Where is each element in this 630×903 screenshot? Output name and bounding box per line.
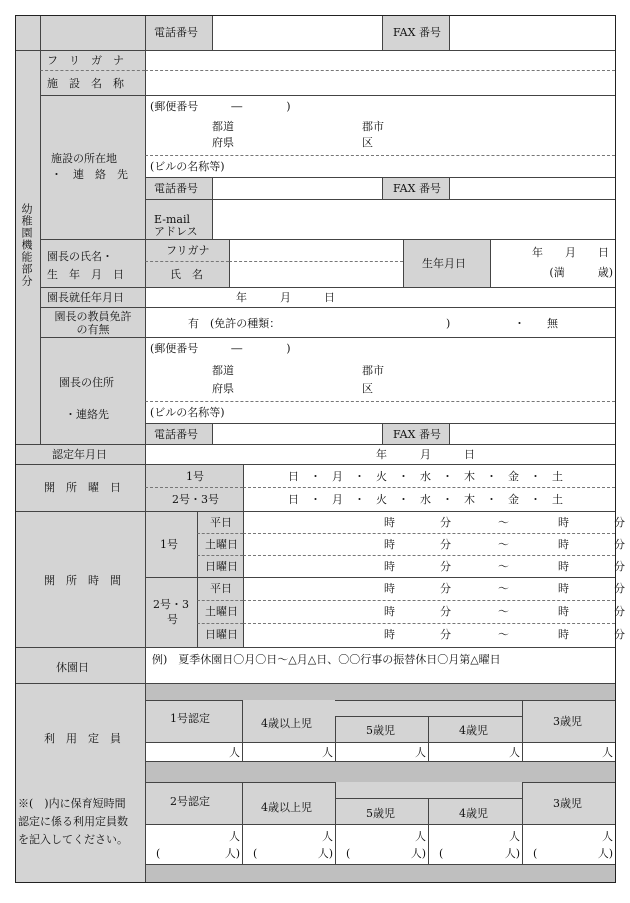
short-time-capacity: 人) bbox=[504, 847, 520, 860]
cert2-age4: 4歳児 bbox=[428, 798, 522, 824]
director-address-line1: 園長の住所 bbox=[59, 376, 114, 389]
fax-label-3: FAX 番号 bbox=[382, 423, 449, 444]
email-label-line2: アドレス bbox=[154, 225, 198, 238]
address-block[interactable] bbox=[145, 95, 615, 155]
director-name-label bbox=[40, 239, 145, 287]
capacity-note-line3: を記入してください。 bbox=[18, 833, 128, 846]
cert1-capacity-input[interactable] bbox=[145, 742, 242, 761]
address-label-line1: 施設の所在地 bbox=[51, 152, 117, 165]
capacity-label bbox=[16, 683, 145, 882]
time-ji: 時 bbox=[558, 516, 569, 529]
license-yes: 有 (免許の種類： bbox=[188, 317, 281, 330]
director-todofu-label: 都道 bbox=[212, 364, 234, 377]
director-building-label: (ビルの名称等) bbox=[150, 406, 225, 419]
holiday-example: 例) 夏季休園日〇月〇日～△月△日、〇〇行事の振替休日〇月第△曜日 bbox=[152, 653, 501, 666]
open-hours-time-input[interactable] bbox=[243, 533, 625, 555]
fax-label-2: FAX 番号 bbox=[382, 177, 449, 199]
director-address-label bbox=[40, 337, 145, 444]
capacity-title: 利 用 定 員 bbox=[44, 732, 121, 745]
time-fun: 分 bbox=[440, 582, 451, 595]
email-label bbox=[145, 199, 212, 239]
time-ji: 時 bbox=[558, 560, 569, 573]
time-fun: 分 bbox=[440, 605, 451, 618]
cert1-age5: 5歳児 bbox=[335, 716, 428, 742]
open-days-type23: 2号・3号 bbox=[145, 487, 243, 511]
open-hours-type23-line1: 2号・3 bbox=[153, 598, 189, 611]
time-fun: 分 bbox=[614, 628, 625, 641]
director-name-field-label: 氏 名 bbox=[145, 261, 229, 287]
unit-nin: 人 bbox=[415, 746, 426, 759]
section-vertical-text: 幼稚園機能部分 bbox=[20, 203, 33, 287]
time-ji: 時 bbox=[384, 538, 395, 551]
time-fun: 分 bbox=[440, 516, 451, 529]
cert1-age3: 3歳児 bbox=[522, 700, 615, 742]
appointment-label: 園長就任年月日 bbox=[40, 287, 145, 307]
time-ji: 時 bbox=[558, 538, 569, 551]
director-name-line1: 園長の氏名・ bbox=[47, 250, 113, 263]
email-label-line1: E-mail bbox=[154, 213, 190, 226]
short-time-capacity: 人) bbox=[597, 847, 613, 860]
director-ku-label: 区 bbox=[362, 382, 373, 395]
todofu-label: 都道 bbox=[212, 120, 234, 133]
cert1-capacity-input[interactable] bbox=[335, 742, 428, 761]
time-fun: 分 bbox=[614, 560, 625, 573]
license-no: ・ 無 bbox=[514, 317, 558, 330]
open-days-label: 開 所 曜 日 bbox=[16, 464, 145, 511]
cert-date-label: 認定年月日 bbox=[16, 444, 145, 464]
open-hours-daytype: 土曜日 bbox=[197, 533, 243, 555]
facility-name-input[interactable] bbox=[145, 70, 615, 95]
birth-ymd: 年 月 日 bbox=[532, 246, 609, 259]
cert1-capacity-input[interactable] bbox=[242, 742, 335, 761]
tel-label-3: 電話番号 bbox=[145, 423, 212, 444]
cert2-age-header-top bbox=[335, 782, 522, 798]
paren-open: ( bbox=[253, 847, 258, 860]
cert1-label: 1号認定 bbox=[145, 700, 242, 742]
furigana-label-text: フ リ ガ ナ bbox=[47, 54, 124, 67]
time-fun: 分 bbox=[440, 538, 451, 551]
short-time-capacity: 人) bbox=[410, 847, 426, 860]
short-time-capacity: 人) bbox=[224, 847, 240, 860]
cert2-capacity-input[interactable] bbox=[335, 824, 428, 864]
fax-label: FAX 番号 bbox=[382, 16, 449, 50]
cert2-age4plus: 4歳以上児 bbox=[242, 782, 335, 824]
furigana-input[interactable] bbox=[145, 50, 615, 70]
open-hours-daytype: 土曜日 bbox=[197, 600, 243, 623]
open-hours-time-input[interactable] bbox=[243, 600, 625, 623]
capacity-note-line1: ※( )内に保育短時間 bbox=[18, 797, 126, 810]
address-label bbox=[40, 95, 145, 239]
director-name-line2: 生 年 月 日 bbox=[47, 268, 124, 281]
unit-nin: 人 bbox=[229, 746, 240, 759]
capacity-note bbox=[18, 795, 128, 849]
paren-open: ( bbox=[346, 847, 351, 860]
time-kara: ～ bbox=[498, 538, 509, 551]
appointment-ymd: 年 月 日 bbox=[236, 291, 335, 304]
appointment-input[interactable] bbox=[145, 287, 615, 307]
cert-date-ymd: 年 月 日 bbox=[376, 448, 475, 461]
time-kara: ～ bbox=[498, 628, 509, 641]
director-gunshi-label: 郡市 bbox=[362, 364, 384, 377]
facility-name-text: 施 設 名 称 bbox=[47, 77, 124, 90]
cert-date-input[interactable] bbox=[145, 444, 615, 464]
paren-open: ( bbox=[156, 847, 161, 860]
license-label-line2: の有無 bbox=[76, 323, 110, 336]
address-label-line2: ・ 連 絡 先 bbox=[51, 168, 128, 181]
fuken-label: 府県 bbox=[212, 136, 234, 149]
time-kara: ～ bbox=[498, 582, 509, 595]
unit-nin: 人 bbox=[322, 830, 333, 843]
open-hours-daytype: 平日 bbox=[197, 577, 243, 600]
open-days-type23-weekdays[interactable]: 日 ・ 月 ・ 火 ・ 水 ・ 木 ・ 金 ・ 土 bbox=[243, 487, 615, 511]
open-hours-type1: 1号 bbox=[145, 511, 197, 577]
unit-nin: 人 bbox=[509, 830, 520, 843]
birth-age: (満 歳) bbox=[549, 266, 613, 279]
building-input[interactable] bbox=[145, 155, 615, 177]
birth-input[interactable] bbox=[490, 239, 615, 287]
cert2-capacity-input[interactable] bbox=[242, 824, 335, 864]
postal-code-label: (郵便番号 ― ) bbox=[150, 100, 291, 113]
license-close: ) bbox=[446, 317, 451, 330]
time-ji: 時 bbox=[558, 605, 569, 618]
time-ji: 時 bbox=[558, 582, 569, 595]
building-label: (ビルの名称等) bbox=[150, 160, 225, 173]
open-hours-time-input[interactable] bbox=[243, 577, 625, 600]
cert2-age5: 5歳児 bbox=[335, 798, 428, 824]
capacity-spacer-1 bbox=[145, 683, 615, 700]
tel-input-3[interactable] bbox=[212, 423, 382, 444]
cert1-age4plus: 4歳以上児 bbox=[242, 700, 335, 742]
unit-nin: 人 bbox=[602, 746, 613, 759]
short-time-capacity: 人) bbox=[317, 847, 333, 860]
unit-nin: 人 bbox=[229, 830, 240, 843]
fax-input-2[interactable] bbox=[449, 177, 615, 199]
ku-label: 区 bbox=[362, 136, 373, 149]
tel-label-2: 電話番号 bbox=[145, 177, 212, 199]
open-hours-daytype: 日曜日 bbox=[197, 623, 243, 647]
tel-input-2[interactable] bbox=[212, 177, 382, 199]
director-furigana-label: フリガナ bbox=[145, 239, 229, 261]
open-hours-daytype: 日曜日 bbox=[197, 555, 243, 577]
cert2-capacity-input[interactable] bbox=[428, 824, 522, 864]
time-fun: 分 bbox=[614, 582, 625, 595]
open-hours-time-input[interactable] bbox=[243, 555, 625, 577]
furigana-label bbox=[40, 50, 145, 70]
time-fun: 分 bbox=[440, 560, 451, 573]
email-input[interactable] bbox=[212, 199, 615, 239]
tel-label: 電話番号 bbox=[145, 16, 212, 50]
unit-nin: 人 bbox=[415, 830, 426, 843]
time-kara: ～ bbox=[498, 605, 509, 618]
capacity-note-line2: 認定に係る利用定員数 bbox=[18, 815, 128, 828]
open-days-type1-weekdays[interactable]: 日 ・ 月 ・ 火 ・ 水 ・ 木 ・ 金 ・ 土 bbox=[243, 464, 615, 487]
cert2-capacity-input[interactable] bbox=[145, 824, 242, 864]
cert2-label: 2号認定 bbox=[145, 782, 242, 824]
director-name-input[interactable] bbox=[229, 261, 403, 287]
director-address-line2: ・連絡先 bbox=[65, 408, 109, 421]
time-fun: 分 bbox=[440, 628, 451, 641]
corner-cell bbox=[16, 16, 40, 50]
director-address-block[interactable] bbox=[145, 337, 615, 401]
time-ji: 時 bbox=[384, 582, 395, 595]
capacity-spacer-3 bbox=[145, 864, 615, 882]
license-label-line1: 園長の教員免許 bbox=[54, 310, 132, 323]
license-input[interactable] bbox=[145, 307, 615, 337]
license-label bbox=[40, 307, 145, 337]
time-fun: 分 bbox=[614, 538, 625, 551]
director-furigana-input[interactable] bbox=[229, 239, 403, 261]
holiday-input[interactable] bbox=[145, 647, 615, 683]
time-fun: 分 bbox=[614, 605, 625, 618]
tel-input[interactable] bbox=[212, 16, 382, 50]
paren-open: ( bbox=[439, 847, 444, 860]
open-hours-label: 開 所 時 間 bbox=[16, 511, 145, 647]
cert1-age4: 4歳児 bbox=[428, 716, 522, 742]
application-form bbox=[15, 15, 625, 883]
birth-label: 生年月日 bbox=[403, 239, 490, 287]
facility-name-label bbox=[40, 70, 145, 95]
unit-nin: 人 bbox=[322, 746, 333, 759]
time-ji: 時 bbox=[384, 605, 395, 618]
unit-nin: 人 bbox=[509, 746, 520, 759]
cert2-capacity-input[interactable] bbox=[522, 824, 615, 864]
cert1-capacity-input[interactable] bbox=[428, 742, 522, 761]
fax-input[interactable] bbox=[449, 16, 615, 50]
director-fuken-label: 府県 bbox=[212, 382, 234, 395]
director-postal-label: (郵便番号 ― ) bbox=[150, 342, 291, 355]
open-days-type1: 1号 bbox=[145, 464, 243, 487]
open-hours-daytype: 平日 bbox=[197, 511, 243, 533]
time-ji: 時 bbox=[558, 628, 569, 641]
capacity-spacer-2 bbox=[145, 761, 615, 782]
unit-nin: 人 bbox=[602, 830, 613, 843]
time-kara: ～ bbox=[498, 560, 509, 573]
section-vertical-label bbox=[16, 50, 40, 444]
open-hours-type23 bbox=[145, 577, 197, 647]
fax-input-3[interactable] bbox=[449, 423, 615, 444]
cert1-capacity-input[interactable] bbox=[522, 742, 615, 761]
paren-open: ( bbox=[533, 847, 538, 860]
open-hours-time-input[interactable] bbox=[243, 511, 625, 533]
gunshi-label: 郡市 bbox=[362, 120, 384, 133]
holiday-label: 休園日 bbox=[16, 647, 145, 683]
time-ji: 時 bbox=[384, 628, 395, 641]
open-hours-time-input[interactable] bbox=[243, 623, 625, 647]
time-kara: ～ bbox=[498, 516, 509, 529]
time-ji: 時 bbox=[384, 560, 395, 573]
director-building-input[interactable] bbox=[145, 401, 615, 423]
time-ji: 時 bbox=[384, 516, 395, 529]
time-fun: 分 bbox=[614, 516, 625, 529]
cert2-age3: 3歳児 bbox=[522, 782, 615, 824]
open-hours-type23-line2: 号 bbox=[167, 613, 178, 626]
corner-cell-2 bbox=[40, 16, 145, 50]
